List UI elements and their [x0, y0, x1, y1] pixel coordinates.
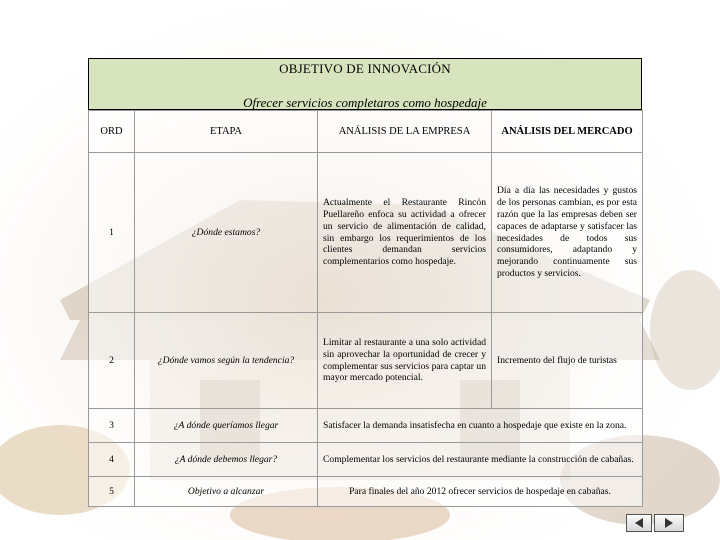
- table-row: [89, 477, 643, 507]
- row-etapa: ¿Dónde estamos?: [135, 153, 318, 313]
- row-ord: 5: [89, 477, 135, 507]
- row-etapa: ¿A dónde queríamos llegar: [135, 409, 318, 443]
- row-mercado-analysis: Día a día las necesidades y gustos de los personas cambian, es por esta razón que la las empresas deben ser capaces de adaptarse y satisfacer las necesidades de todos sus consumidores, adaptando y mejorando continuamente sus productos y servicios.: [492, 153, 643, 313]
- table-row: [89, 409, 643, 443]
- row-ord: 1: [89, 153, 135, 313]
- table-header-row: [89, 111, 643, 153]
- column-header-empresa: ANÁLISIS DE LA EMPRESA: [318, 111, 492, 153]
- row-merged-analysis: Satisfacer la demanda insatisfecha en cuanto a hospedaje que existe en la zona.: [318, 409, 643, 443]
- next-arrow-icon: [663, 517, 675, 529]
- objective-title: OBJETIVO DE INNOVACIÓN: [279, 61, 451, 76]
- column-header-etapa: ETAPA: [135, 111, 318, 153]
- row-etapa: ¿Dónde vamos según la tendencia?: [135, 313, 318, 409]
- row-etapa: Objetivo a alcanzar: [135, 477, 318, 507]
- innovation-matrix-table: [88, 110, 643, 507]
- row-mercado-analysis: Incremento del flujo de turistas: [492, 313, 643, 409]
- row-ord: 4: [89, 443, 135, 477]
- table-row: [89, 153, 643, 313]
- row-ord: 3: [89, 409, 135, 443]
- next-slide-button[interactable]: [654, 514, 684, 532]
- column-header-ord: ORD: [89, 111, 135, 153]
- objective-header: [88, 58, 642, 110]
- table-row: [89, 443, 643, 477]
- row-etapa: ¿A dónde debemos llegar?: [135, 443, 318, 477]
- column-header-mercado: ANÁLISIS DEL MERCADO: [492, 111, 643, 153]
- row-merged-analysis: Complementar los servicios del restaurante mediante la construcción de cabañas.: [318, 443, 643, 477]
- row-empresa-analysis: Actualmente el Restaurante Rincón Puellareño enfoca su actividad a ofrecer un servicio de alimentación de calidad, sin embargo los requerimientos de los clientes demandan servicios complementarios como hospedaje.: [318, 153, 492, 313]
- row-merged-analysis: Para finales del año 2012 ofrecer servicios de hospedaje en cabañas.: [318, 477, 643, 507]
- row-empresa-analysis: Limitar al restaurante a una solo actividad sin aprovechar la oportunidad de crecer y complementar sus servicios para captar un mayor mercado potencial.: [318, 313, 492, 409]
- row-ord: 2: [89, 313, 135, 409]
- previous-arrow-icon: [633, 517, 645, 529]
- previous-slide-button[interactable]: [626, 514, 652, 532]
- table-row: [89, 313, 643, 409]
- slide-navigation: [626, 514, 684, 532]
- objective-statement: Ofrecer servicios completaros como hospedaje: [243, 95, 487, 110]
